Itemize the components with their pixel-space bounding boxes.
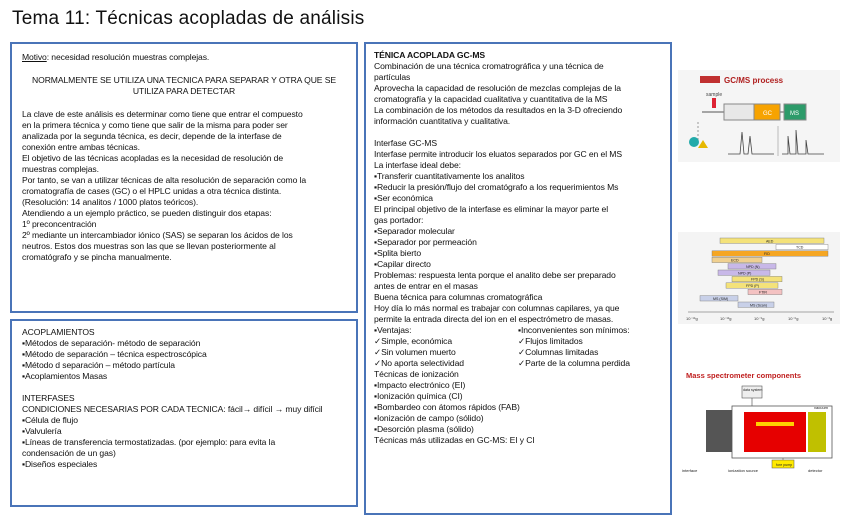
body-line: información cuantitativa y cualitativa. [374,116,511,126]
body-line: Combinación de una técnica cromatrográfica y una técnica de [374,61,604,71]
list-item: ▪Diseños especiales [22,459,98,469]
list-item: ▪Método d separación – método partícula [22,360,175,370]
body-line: El objetivo de las técnicas acopladas es la necesidad de resolución de [22,153,284,163]
last-line: Técnicas más utilizadas en GC-MS: EI y CI [374,435,535,445]
body-line: analizada por la segunda técnica, es decir, depende de la interfase de [22,131,282,141]
heading-line: NORMALMENTE SE UTILIZA UNA TECNICA PARA SEPARAR Y OTRA QUE SE [32,75,336,85]
body-line: gas portador: [374,215,424,225]
list-item: ▪Ionización química (CI) [374,391,463,401]
detector-bar-label: MS (Scan) [750,303,767,308]
body-line: 2º mediante un intercambiador iónico (SAS) se separan los ácidos de los [22,230,293,240]
analyzer-block [744,412,806,452]
ms-components-figure [676,368,842,480]
ms-components-diagram [676,368,842,480]
body-line: antes de entrar en el masas [374,281,478,291]
list-item: ✓No aporta selectividad [374,358,464,368]
interfases-conditions: CONDICIONES NECESARIAS POR CADA TECNICA: fácil→ difícil → muy difícil [22,404,323,414]
body-line: La interfase ideal debe: [374,160,461,170]
heading-line: UTILIZA PARA DETECTAR [132,86,236,96]
list-item: ▪Valvulería [22,426,62,436]
list-item: ▪Desorción plasma (sólido) [374,424,474,434]
ms-label: MS [790,111,799,117]
body-line: (Resolución: 14 analitos / 1000 platos teóricos). [22,197,199,207]
ionization-source-label: ionization source [728,468,759,473]
motivo-panel [10,42,358,313]
list-item: ▪Impacto electrónico (EI) [374,380,466,390]
body-line: Problemas: respuesta lenta porque el analito debe ser preparado [374,270,616,280]
ventajas-inconvenientes [374,325,662,369]
list-item: condensación de un gas) [22,448,116,458]
body-line: neutros. Estos dos muestras son las que se llevan posteriormente al [22,241,276,251]
list-item: ✓Flujos limitados [518,336,583,346]
body-line: ▪Separador molecular [374,226,455,236]
title-ribbon [700,76,720,83]
sample-input-icon [689,137,699,147]
detector-label: detector [808,468,823,473]
sample-label: sample [706,92,723,98]
fig1-title: GC/MS process [724,76,784,85]
detector-bar-label: MS (SIM) [713,296,729,301]
interfases-title: INTERFASES [22,393,75,403]
ventajas-title: ▪Ventajas: [374,325,412,335]
fig3-title: Mass spectrometer components [686,371,802,380]
detector-bar-label: FPD (S) [751,277,764,282]
sample-vial-icon [712,98,716,108]
page-title: Tema 11: Técnicas acopladas de análisis [12,8,365,29]
inconvenientes-title: ▪Inconvenientes son mínimos: [518,325,630,335]
body-line: ▪Transferir cuantitativamente los analitos [374,171,525,181]
detector-block [808,412,826,452]
detector-bar-label: FTIR [759,290,767,295]
detector-bar-label: AED [766,239,774,244]
list-item: ▪Líneas de transferencia termostatizadas. (por ejemplo: para evita la [22,437,276,447]
body-line: Aprovecha la capacidad de resolución de mezclas complejas de la [374,83,621,93]
body-line: Atendiendo a un ejemplo práctico, se pueden distinguir dos etapas: [22,208,272,218]
data-system-label: data system [743,388,763,392]
list-item: ✓Columnas limitadas [518,347,599,357]
body-line: El principal objetivo de la interfase es eliminar la mayor parte el [374,204,609,214]
body-line: Hoy día lo más normal es trabajar con columnas capilares, ya que [374,303,620,313]
vacuum-label: vacuum [814,405,829,410]
detector-bar-label: NPD (N) [746,264,760,269]
x-tick-label: 10⁻³g [822,316,833,321]
list-item: ✓Simple, económica [374,336,453,346]
body-line: La combinación de los métodos da resultados en la 3-D ofreciendo [374,105,623,115]
ionizacion-title: Técnicas de ionización [374,369,459,379]
x-tick-label: 10⁻¹²g [720,316,732,321]
x-tick-label: 10⁻⁶g [788,316,799,321]
list-item: ▪Métodos de separación- método de separación [22,338,201,348]
body-line: partículas [374,72,411,82]
body-line: cromatografía de cases (GC) o el HPLC unidas a otra técnica distinta. [22,186,282,196]
list-item: ▪Ionización de campo (sólido) [374,413,484,423]
detector-bar-label: ECD [731,258,739,263]
acoplamientos-panel [10,319,358,507]
body-line: ▪Separador por permeación [374,237,477,247]
detector-bar-label: TCD [796,245,804,250]
body-line: ▪Reducir la presión/flujo del cromatógrafo a los requerimientos Ms [374,182,619,192]
detector-bar-label: FID [764,252,770,257]
detector-bar [712,251,828,256]
x-tick-label: 10⁻¹⁵g [686,316,698,321]
body-line: Por tanto, se van a utilizar técnicas de alta resolución de separación como la [22,175,307,185]
detector-range-figure [678,232,840,324]
body-line: La clave de este análisis es determinar como tiene que entrar el compuesto [22,109,303,119]
gcms-title: TÉNICA ACOPLADA GC-MS [374,50,486,60]
body-line: muestras complejas. [22,164,99,174]
detector-range-chart [678,232,840,324]
body-line: conexión entre ambas técnicas. [22,142,140,152]
x-tick-label: 10⁻⁹g [754,316,765,321]
gcms-process-figure [678,70,840,162]
body-line: cromatógrafo y se pincha manualmente. [22,252,172,262]
list-item: ▪Acoplamientos Masas [22,371,108,381]
body-line: ▪Ser económica [374,193,433,203]
interface-block [706,410,732,452]
interface-label: interface [682,468,698,473]
body-line: ▪Capilar directo [374,259,431,269]
acoplamientos-title: ACOPLAMIENTOS [22,327,95,337]
body-line: 1º preconcentración [22,219,97,229]
list-item: ✓Sin volumen muerto [374,347,456,357]
body-line: Interfase permite introducir los eluatos separados por GC en el MS [374,149,622,159]
list-item: ▪Célula de flujo [22,415,78,425]
body-line: ▪Splita bierto [374,248,422,258]
body-line: permite la entrada directa del ion en el espectrómetro de masas. [374,314,614,324]
motivo-text: : necesidad resolución muestras complejas. [46,52,210,62]
detector-bar-label: FPD (P) [746,284,759,289]
detector-bar-label: NPD (P) [738,271,752,276]
interfase-title: Interfase GC-MS [374,138,437,148]
list-item: ▪Bombardeo con átomos rápidos (FAB) [374,402,520,412]
body-line: cromatografía y la capacidad cualitativa y cuantitativa de la MS [374,94,608,104]
list-item: ▪Método de separación – técnica espectroscópica [22,349,207,359]
gc-label: GC [763,111,772,117]
gcms-process-diagram [678,70,840,162]
body-line: Buena técnica para columnas cromatográfica [374,292,543,302]
gcms-panel [364,42,672,515]
motivo-label: Motivo [22,52,47,62]
body-line: en la primera técnica y como tiene que salir de la misma para poder ser [22,120,288,130]
fore-pump-label: fore pump [776,463,793,467]
list-item: ✓Parte de la columna perdida [518,358,630,368]
